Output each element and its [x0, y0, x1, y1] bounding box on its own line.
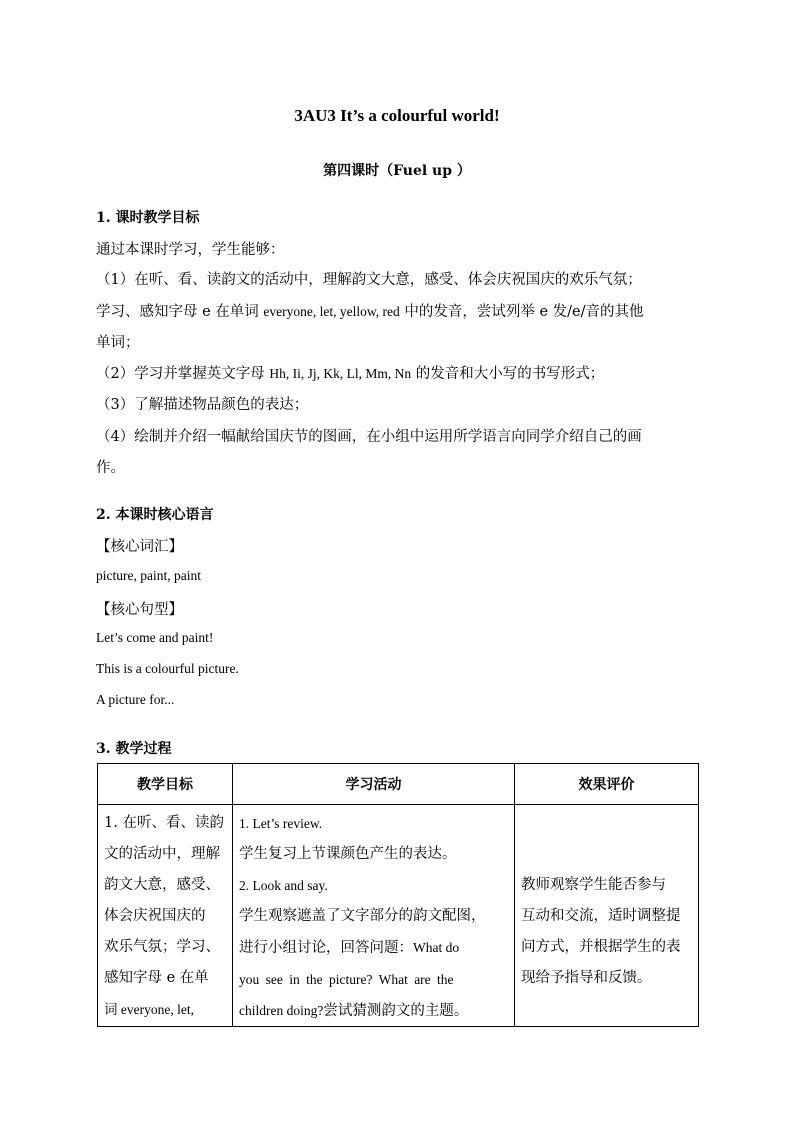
table-row — [98, 805, 699, 1027]
activity-text: children doing? — [239, 1003, 324, 1018]
objective-3: （3）了解描述物品颜色的表达； — [96, 397, 309, 413]
lesson-subtitle: 第四课时（Fuel up ） — [323, 163, 471, 179]
objective-1-line1: （1）在听、看、读韵文的活动中，理解韵文大意，感受、体会庆祝国庆的欢乐气氛； — [96, 272, 642, 288]
goal-line: 感知字母 e 在单 — [104, 970, 209, 986]
activity-cell — [233, 805, 515, 1027]
objective-2-text-a: （2）学习并掌握英文字母 — [96, 366, 270, 382]
goal-line: 文的活动中，理解 — [104, 846, 220, 862]
page-title: 3AU3 It’s a colourful world! — [294, 106, 500, 125]
evaluation-line: 问方式，并根据学生的表 — [521, 939, 681, 955]
pattern-item: This is a colourful picture. — [96, 661, 239, 676]
objective-1-text-a: 学习、感知字母 e 在单词 — [96, 304, 264, 320]
vocab-list: picture, paint, paint — [96, 568, 201, 583]
activity-line: 1. Let’s review. — [239, 816, 323, 831]
activity-text: 进行小组讨论，回答问题： — [239, 940, 413, 956]
activity-text: 尝试猜测韵文的主题。 — [323, 1003, 469, 1019]
activity-line: 学生复习上节课颜色产生的表达。 — [239, 846, 457, 862]
pattern-label: 【核心句型】 — [96, 602, 183, 618]
objective-4-line1: （4）绘制并介绍一幅献给国庆节的图画，在小组中运用所学语言向同学介绍自己的画 — [96, 429, 642, 445]
activity-line — [239, 995, 508, 1027]
table-header-row — [98, 764, 699, 805]
section2-heading: 2. 本课时核心语言 — [96, 507, 214, 523]
goal-line: 欢乐气氛；学习、 — [104, 939, 220, 955]
section1-heading: 1. 课时教学目标 — [96, 210, 200, 226]
goal-line: 1. 在听、看、读韵 — [104, 815, 224, 831]
goal-line: 体会庆祝国庆的 — [104, 908, 206, 924]
objective-2-text-b: 的发音和大小写的书写形式； — [411, 366, 605, 382]
activity-line — [239, 932, 508, 964]
evaluation-line: 互动和交流，适时调整提 — [521, 908, 681, 924]
goal-cell — [98, 805, 233, 1027]
section3-heading: 3. 教学过程 — [96, 741, 172, 757]
vocab-label: 【核心词汇】 — [96, 539, 183, 555]
objective-1-line3: 单词； — [96, 335, 140, 351]
objective-4-line2: 作。 — [96, 460, 125, 476]
activity-line: 2. Look and say. — [239, 878, 328, 893]
goal-line: 词 everyone, let, — [104, 1002, 194, 1017]
evaluation-line: 现给予指导和反馈。 — [521, 970, 652, 986]
objective-1-text-b: 中的发音，尝试列举 e 发/e/音的其他 — [399, 304, 644, 320]
activity-line: 学生观察遮盖了文字部分的韵文配图， — [239, 908, 486, 924]
evaluation-line: 教师观察学生能否参与 — [521, 877, 666, 893]
column-header: 效果评价 — [515, 764, 699, 805]
activity-line: you see in the picture? What are the — [239, 972, 454, 987]
column-header: 学习活动 — [233, 764, 515, 805]
pattern-item: A picture for... — [96, 692, 175, 707]
objective-1-words: everyone, let, yellow, red — [263, 304, 400, 319]
activity-text: What do — [413, 940, 460, 955]
objective-2 — [96, 362, 604, 383]
teaching-process-table — [97, 763, 699, 1027]
objective-2-letters: Hh, Ii, Jj, Kk, Ll, Mm, Nn — [269, 366, 412, 381]
column-header: 教学目标 — [98, 764, 233, 805]
section1-intro: 通过本课时学习，学生能够： — [96, 242, 285, 258]
pattern-item: Let’s come and paint! — [96, 630, 214, 645]
evaluation-cell — [515, 805, 699, 1027]
objective-1-line2 — [96, 300, 644, 321]
goal-line: 韵文大意，感受、 — [104, 877, 220, 893]
